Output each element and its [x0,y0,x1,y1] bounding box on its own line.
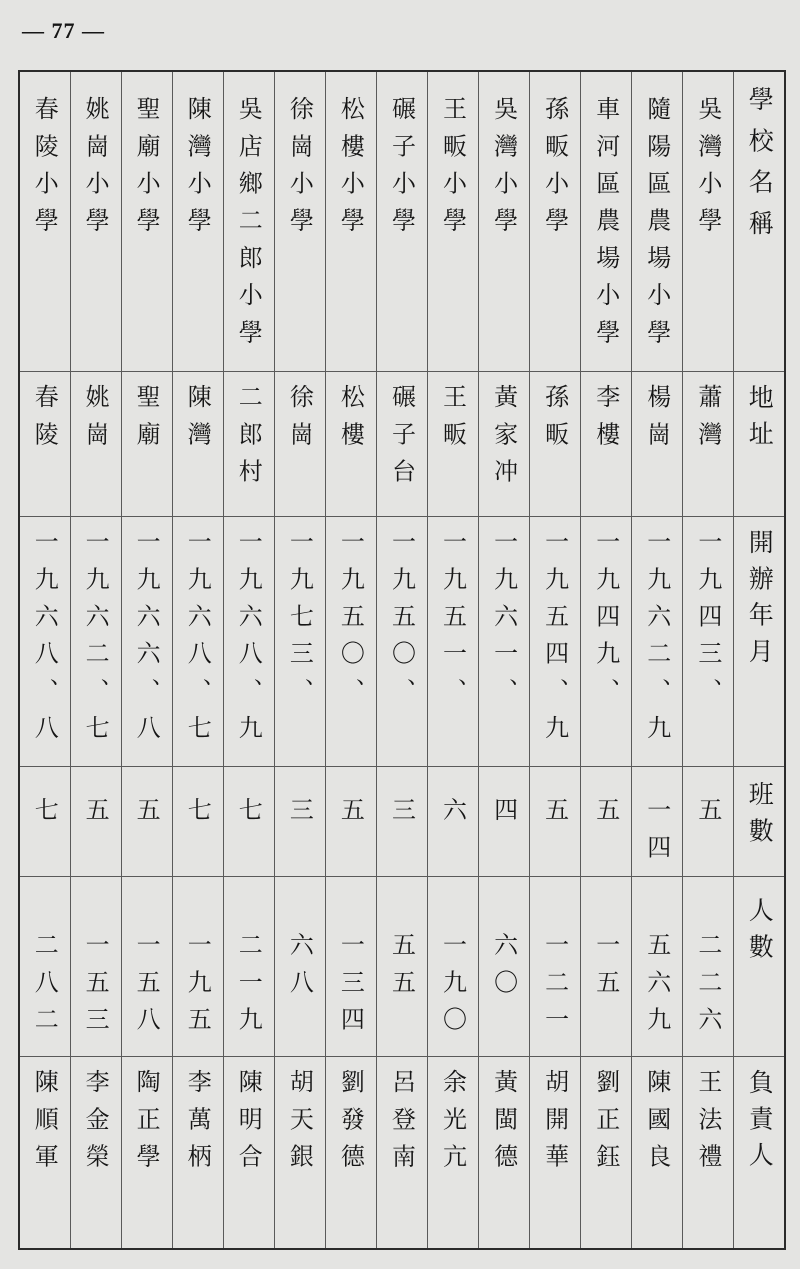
row-founded [19,516,785,766]
cell-person [581,1056,632,1249]
cell-name [274,71,325,371]
cell-address [121,371,172,516]
address-text: 碾子台 [387,383,416,496]
cell-name [428,71,479,371]
person-text: 陶正學 [132,1068,161,1181]
cell-students [632,876,683,1056]
person-text: 胡天銀 [285,1068,314,1181]
header-name-label: 學校名稱 [745,86,775,251]
cell-address [274,371,325,516]
person-text: 黃閩德 [489,1068,518,1181]
header-address [734,371,785,516]
cell-founded [274,516,325,766]
cell-classes [632,766,683,876]
cell-address [632,371,683,516]
cell-address [223,371,274,516]
cell-students [325,876,376,1056]
address-text: 聖廟 [132,383,161,458]
person-text: 余光亢 [438,1068,467,1181]
cell-classes [530,766,581,876]
name-text: 徐崗小學 [285,96,314,245]
founded-text: 一九五〇、 [387,528,416,715]
cell-name [70,71,121,371]
cell-founded [172,516,223,766]
founded-text: 一九五四、九 [540,528,569,752]
classes-text: 七 [30,796,59,834]
cell-students [70,876,121,1056]
cell-students [683,876,734,1056]
cell-founded [683,516,734,766]
row-school-name [19,71,785,371]
cell-students [274,876,325,1056]
address-text: 松樓 [336,383,365,458]
classes-text: 七 [234,796,263,834]
address-text: 姚崗 [81,383,110,458]
cell-founded [428,516,479,766]
cell-classes [376,766,427,876]
cell-students [376,876,427,1056]
cell-founded [121,516,172,766]
students-text: 一二一 [540,931,569,1044]
students-text: 一五 [591,931,620,1006]
name-text: 孫畈小學 [540,96,569,245]
cell-classes [581,766,632,876]
cell-name [530,71,581,371]
address-text: 蕭灣 [693,383,722,458]
cell-address [530,371,581,516]
name-text: 王畈小學 [438,96,467,245]
page-number: — 77 — [22,18,105,43]
row-classes [19,766,785,876]
person-text: 陳國良 [642,1068,671,1181]
cell-name [172,71,223,371]
classes-text: 三 [285,796,314,834]
name-text: 吳灣小學 [489,96,518,245]
cell-address [376,371,427,516]
students-text: 二八二 [30,931,59,1044]
cell-classes [428,766,479,876]
classes-text: 五 [693,796,722,834]
cell-person [325,1056,376,1249]
cell-students [19,876,70,1056]
cell-students [172,876,223,1056]
students-text: 五五 [387,931,416,1006]
row-person-in-charge [19,1056,785,1249]
person-text: 陳明合 [234,1068,263,1181]
cell-name [121,71,172,371]
cell-address [325,371,376,516]
school-table [18,70,786,1250]
cell-person [530,1056,581,1249]
cell-classes [70,766,121,876]
cell-students [223,876,274,1056]
cell-name [683,71,734,371]
header-students [734,876,785,1056]
header-name [734,71,785,371]
address-text: 陳灣 [183,383,212,458]
founded-text: 一九六八、九 [234,528,263,752]
cell-students [581,876,632,1056]
cell-founded [376,516,427,766]
row-address [19,371,785,516]
cell-founded [70,516,121,766]
classes-text: 五 [132,796,161,834]
cell-classes [274,766,325,876]
address-text: 李樓 [591,383,620,458]
person-text: 李萬柄 [183,1068,212,1181]
address-text: 黃家冲 [489,383,518,496]
cell-founded [325,516,376,766]
cell-founded [530,516,581,766]
founded-text: 一九五一、 [438,528,467,715]
person-text: 胡開華 [540,1068,569,1181]
address-text: 孫畈 [540,383,569,458]
name-text: 吳灣小學 [693,96,722,245]
header-students-label: 人數 [745,896,775,969]
founded-text: 一九六八、八 [30,528,59,752]
students-text: 六八 [285,931,314,1006]
header-founded-label: 開辦年月 [745,528,775,674]
cell-person [632,1056,683,1249]
students-text: 一九〇 [438,931,467,1044]
founded-text: 一九七三、 [285,528,314,715]
classes-text: 六 [438,796,467,834]
classes-text: 五 [81,796,110,834]
founded-text: 一九六一、 [489,528,518,715]
classes-text: 三 [387,796,416,834]
students-text: 二二六 [693,931,722,1044]
cell-founded [223,516,274,766]
cell-name [325,71,376,371]
founded-text: 一九六六、八 [132,528,161,752]
address-text: 楊崗 [642,383,671,458]
cell-person [428,1056,479,1249]
cell-name [632,71,683,371]
cell-address [683,371,734,516]
address-text: 春陵 [30,383,59,458]
cell-address [172,371,223,516]
cell-name [376,71,427,371]
cell-classes [172,766,223,876]
header-classes [734,766,785,876]
address-text: 徐崗 [285,383,314,458]
header-person-label: 負責人 [745,1068,775,1178]
students-text: 一九五 [183,931,212,1044]
header-classes-label: 班數 [745,780,775,853]
cell-person [121,1056,172,1249]
address-text: 二郎村 [234,383,263,496]
cell-person [172,1056,223,1249]
cell-person [683,1056,734,1249]
cell-founded [581,516,632,766]
cell-classes [683,766,734,876]
cell-person [70,1056,121,1249]
address-text: 王畈 [438,383,467,458]
classes-text: 五 [591,796,620,834]
name-text: 車河區農場小學 [591,96,620,357]
name-text: 隨陽區農場小學 [642,96,671,357]
cell-address [581,371,632,516]
cell-classes [121,766,172,876]
person-text: 劉正鈺 [591,1068,620,1181]
cell-address [428,371,479,516]
cell-person [274,1056,325,1249]
cell-address [19,371,70,516]
founded-text: 一九六二、九 [642,528,671,752]
cell-person [223,1056,274,1249]
cell-students [121,876,172,1056]
classes-text: 四 [489,796,518,834]
name-text: 陳灣小學 [183,96,212,245]
founded-text: 一九四三、 [693,528,722,715]
classes-text: 五 [336,796,365,834]
classes-text: 七 [183,796,212,834]
header-address-label: 地址 [745,383,775,456]
cell-founded [19,516,70,766]
name-text: 春陵小學 [30,96,59,245]
person-text: 呂登南 [387,1068,416,1181]
cell-address [479,371,530,516]
cell-person [376,1056,427,1249]
name-text: 碾子小學 [387,96,416,245]
founded-text: 一九四九、 [591,528,620,715]
cell-founded [479,516,530,766]
person-text: 劉發德 [336,1068,365,1181]
row-students [19,876,785,1056]
students-text: 一三四 [336,931,365,1044]
cell-classes [19,766,70,876]
cell-classes [325,766,376,876]
cell-students [428,876,479,1056]
classes-text: 五 [540,796,569,834]
cell-founded [632,516,683,766]
name-text: 松樓小學 [336,96,365,245]
name-text: 姚崗小學 [81,96,110,245]
founded-text: 一九六二、七 [81,528,110,752]
cell-classes [223,766,274,876]
students-text: 二一九 [234,931,263,1044]
person-text: 王法禮 [693,1068,722,1181]
cell-address [70,371,121,516]
students-text: 一五三 [81,931,110,1044]
cell-person [19,1056,70,1249]
cell-name [581,71,632,371]
cell-students [479,876,530,1056]
name-text: 吳店鄉二郎小學 [234,96,263,357]
classes-text: 一四 [642,796,671,871]
header-founded [734,516,785,766]
founded-text: 一九六八、七 [183,528,212,752]
cell-name [479,71,530,371]
cell-students [530,876,581,1056]
students-text: 五六九 [642,931,671,1044]
cell-classes [479,766,530,876]
name-text: 聖廟小學 [132,96,161,245]
header-person [734,1056,785,1249]
person-text: 陳順軍 [30,1068,59,1181]
cell-person [479,1056,530,1249]
cell-name [223,71,274,371]
students-text: 一五八 [132,931,161,1044]
person-text: 李金榮 [81,1068,110,1181]
cell-name [19,71,70,371]
students-text: 六〇 [489,931,518,1006]
founded-text: 一九五〇、 [336,528,365,715]
